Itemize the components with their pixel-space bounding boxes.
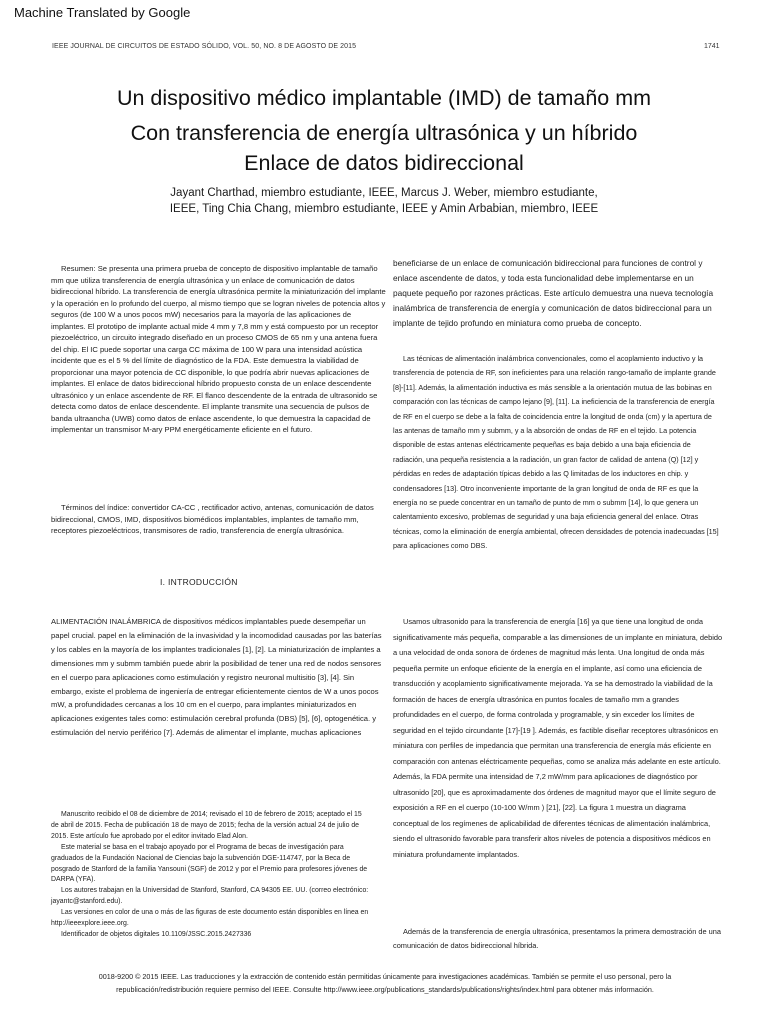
- introduction-paragraph: ALIMENTACIÓN INALÁMBRICA de dispositivos médicos implantables puede desempeñar un papel crucial. papel en la eliminación de la invasividad y la incomodidad causadas por las baterías y los cables en la mayoría de los implantes tradicionales [1], [2]. La miniaturización de implantes a dimensiones mm y submm también puede abrir la posibilidad de tener una red de nodos sensores en el cuerpo para aplicaciones como estimulación y registro neuronal multisitio [3], [4]. Sin embargo, existe el problema de ingeniería de entregar eficientemente cientos de W a unos pocos mW, a profundidades cercanas a los 10 cm en el cuerpo, para implantes miniaturizados en aplicaciones exigentes tales como: estimulación cerebral profunda (DBS) [5], [6], optogenética. y estimulación del nervio periférico [7]. Además de alimentar el implante, muchas aplicaciones: [51, 617, 382, 738]
- copyright-notice: 0018-9200 © 2015 IEEE. Las traducciones y la extracción de contenido están permitidas únicamente para investigaciones académicas. También se permite el uso personal, pero la republicación/redistribución requiere permiso del IEEE. Consulte http://www.ieee.org/publications_standards/publications/rights/index.html para obtener más información.: [98, 972, 672, 994]
- footnote-received: Manuscrito recibido el 08 de diciembre de 2014; revisado el 10 de febrero de 2015; aceptado el 15 de abril de 2015. Fecha de publicación 18 de mayo de 2015; fecha de la versión actual 24 de julio de 2015. Este artículo fue aprobado por el editor invitado Elad Alon.: [51, 811, 362, 840]
- paper-title-line-1: Un dispositivo médico implantable (IMD) de tamaño mm: [116, 86, 652, 110]
- paper-title-line-2: Con transferencia de energía ultrasónica y un híbrido: [130, 121, 638, 145]
- footnote-doi: Identificador de objetos digitales 10.1109/JSSC.2015.2427336: [61, 930, 252, 938]
- author-list-line-2: IEEE, Ting Chia Chang, miembro estudiante, IEEE y Amin Arbabian, miembro, IEEE: [169, 203, 599, 215]
- footnote-affiliation: Los autores trabajan en la Universidad de Stanford, Stanford, CA 94305 EE. UU. (correo electrónico: jayantc@stanford.edu).: [51, 887, 369, 906]
- footnote-color-figures: Las versiones en color de una o más de las figuras de este documento están disponibles en línea en http://ieeexplore.ieee.org.: [51, 909, 369, 928]
- paper-title-line-3: Enlace de datos bidireccional: [244, 151, 524, 175]
- right-column-paragraph-1: [393, 256, 723, 331]
- index-terms: [51, 502, 386, 537]
- right-paragraph-3-text: Usamos ultrasonido para la transferencia de energía [16] ya que tiene una longitud de onda significativamente más pequeña, comparable a las dimensiones de un implante en miniatura, debido a una velocidad de onda sonora de órdenes de magnitud más lenta. Una longitud de onda más pequeña permite un enfoque eficiente de la energía en el implante, así como una eficiencia de transducción y acoplamiento significativamente mejorada. Ya se ha demostrado la viabilidad de la formación de haces de energía ultrasónica en puntos focales de tamaño mm a grandes profundidades en el cuerpo, de forma controlada y programable, y sin exceder los límites de seguridad en el tejido circundante [17]-[19 ]. Además, es factible diseñar receptores ultrasónicos en miniatura con perfiles de impedancia que permitan una transferencia de energía más eficiente en comparación con antenas eléctricamente pequeñas, como se analiza más adelante en este artículo. Además, la FDA permite una intensidad de 7,2 mW/mm para aplicaciones de diagnóstico por ultrasonido [20], que es aproximadamente dos órdenes de magnitud mayor que el límite seguro de exposición a RF en el cuerpo (10-100 W/mm ) [21], [22]. La figura 1 muestra un diagrama conceptual de los regímenes de aplicabilidad de diferentes técnicas de alimentación inalámbrica, siendo el ultrasonido favorable para transferir altos niveles de potencia a dispositivos médicos en miniatura profundamente implantados.: [393, 617, 723, 859]
- right-column-paragraph-4: [393, 925, 723, 953]
- right-column-paragraph-3: [393, 614, 723, 862]
- introduction-left-column: [51, 615, 386, 740]
- page-number: 1741: [704, 43, 720, 50]
- footnote-funding: Este material se basa en el trabajo apoyado por el Programa de becas de investigación para graduados de la Fundación Nacional de Ciencias bajo la subvención DGE-114747, por la Beca de posgrado de Stanford de la familia Yansouni (SGF) de 2012 y por el Premio para profesores jóvenes de DARPA (YFA).: [51, 843, 368, 884]
- running-head: IEEE JOURNAL DE CIRCUITOS DE ESTADO SÓLIDO, VOL. 50, NO. 8 DE AGOSTO DE 2015: [52, 43, 357, 50]
- footnotes: [51, 810, 371, 941]
- right-paragraph-1-text: beneficiarse de un enlace de comunicación bidireccional para funciones de control y enlace ascendente de datos, y toda esta funcionalidad debe implementarse en un paquete pequeño por razones prácticas. Este artículo demuestra una nueva tecnología inalámbrica de transferencia de energía y comunicación de datos bidireccional para un implante de tejido profundo en miniatura como prueba de concepto.: [393, 258, 714, 328]
- machine-translation-banner: Machine Translated by Google: [14, 5, 191, 20]
- section-heading-introduction: I. INTRODUCCIÓN: [160, 577, 238, 587]
- right-paragraph-4-text: Además de la transferencia de energía ultrasónica, presentamos la primera demostración de una comunicación de datos bidireccional híbrida.: [393, 927, 721, 950]
- index-terms-text: Términos del índice: convertidor CA-CC , rectificador activo, antenas, comunicación de datos bidireccional, CMOS, IMD, dispositivos biomédicos implantables, implantes de tamaño mm, receptores piezoeléctricos, transmisores de radio, transferencia de energía ultrasónica.: [51, 503, 374, 535]
- right-column-paragraph-2: [393, 352, 723, 554]
- abstract-text: Resumen: Se presenta una primera prueba de concepto de dispositivo implantable de tamaño mm que utiliza transferencia de energía ultrasónica y un enlace de comunicación de datos bidireccional híbrido. La transferencia de energía ultrasónica permite la miniaturización del implante y la operación en lo profundo del cuerpo, al mismo tiempo que se logran niveles de potencia altos y seguros (de 100 W a unos pocos mW) necesarios para la mayoría de las aplicaciones de implantes. El prototipo de implante actual mide 4 mm y 7,8 mm y está compuesto por un receptor piezoeléctrico, un circuito integrado diseñado en un proceso CMOS de 65 nm y una antena fuera del chip. El IC puede soportar una carga CC máxima de 100 W para una intensidad acústica incidente que es el 5 % del límite de diagnóstico de la FDA. Este demuestra la viabilidad de proporcionar una mayor potencia de CC disponible, lo que podría abrir nuevas aplicaciones de implantes. El enlace de datos bidireccional híbrido propuesto consta de un enlace descendente ultrasónico y un enlace ascendente de RF. El flanco descendente de la entrada de ultrasonido se detecta como datos de enlace descendente. El implante transmite una secuencia de pulsos de banda ultraancha (UWB) como datos de enlace ascendente, lo que demuestra la capacidad de implementar un transmisor M-ary PPM energéticamente eficiente en el futuro.: [51, 264, 386, 434]
- author-list-line-1: Jayant Charthad, miembro estudiante, IEEE, Marcus J. Weber, miembro estudiante,: [170, 187, 598, 199]
- right-paragraph-2-text: Las técnicas de alimentación inalámbrica convencionales, como el acoplamiento inductivo y la transferencia de potencia de RF, son ineficientes para una relación rango-tamaño de implante grande [8]-[11]. Además, la alimentación inductiva es más sensible a la orientación mutua de las bobinas en comparación con las técnicas de campo lejano [9], [11]. La ineficiencia de la transferencia de energía de RF en el cuerpo se debe a la falta de coincidencia entre la longitud de onda (cm) y la apertura de las antenas de tamaño mm y submm, y a la absorción de ondas de RF en el tejido. La potencia disponible de estas antenas eléctricamente pequeñas es baja debido a una baja eficiencia de radiación, una pequeña resistencia a la radiación, un gran factor de calidad de antena (Q) [12] y pérdidas en redes de adaptación típicas debido a las Q limitadas de los inductores en chip. y condensadores [13]. Otro inconveniente importante de la gran longitud de onda de RF es que la energía no se puede concentrar en un tamaño de punto de mm o submm [14], lo que genera un calentamiento excesivo, problemas de seguridad y una baja eficiencia general del enlace. Otras técnicas, como la eliminación de energía ambiental, ofrecen densidades de potencia inadecuadas [15] para aplicaciones como DBS.: [393, 354, 719, 551]
- abstract: [51, 263, 386, 436]
